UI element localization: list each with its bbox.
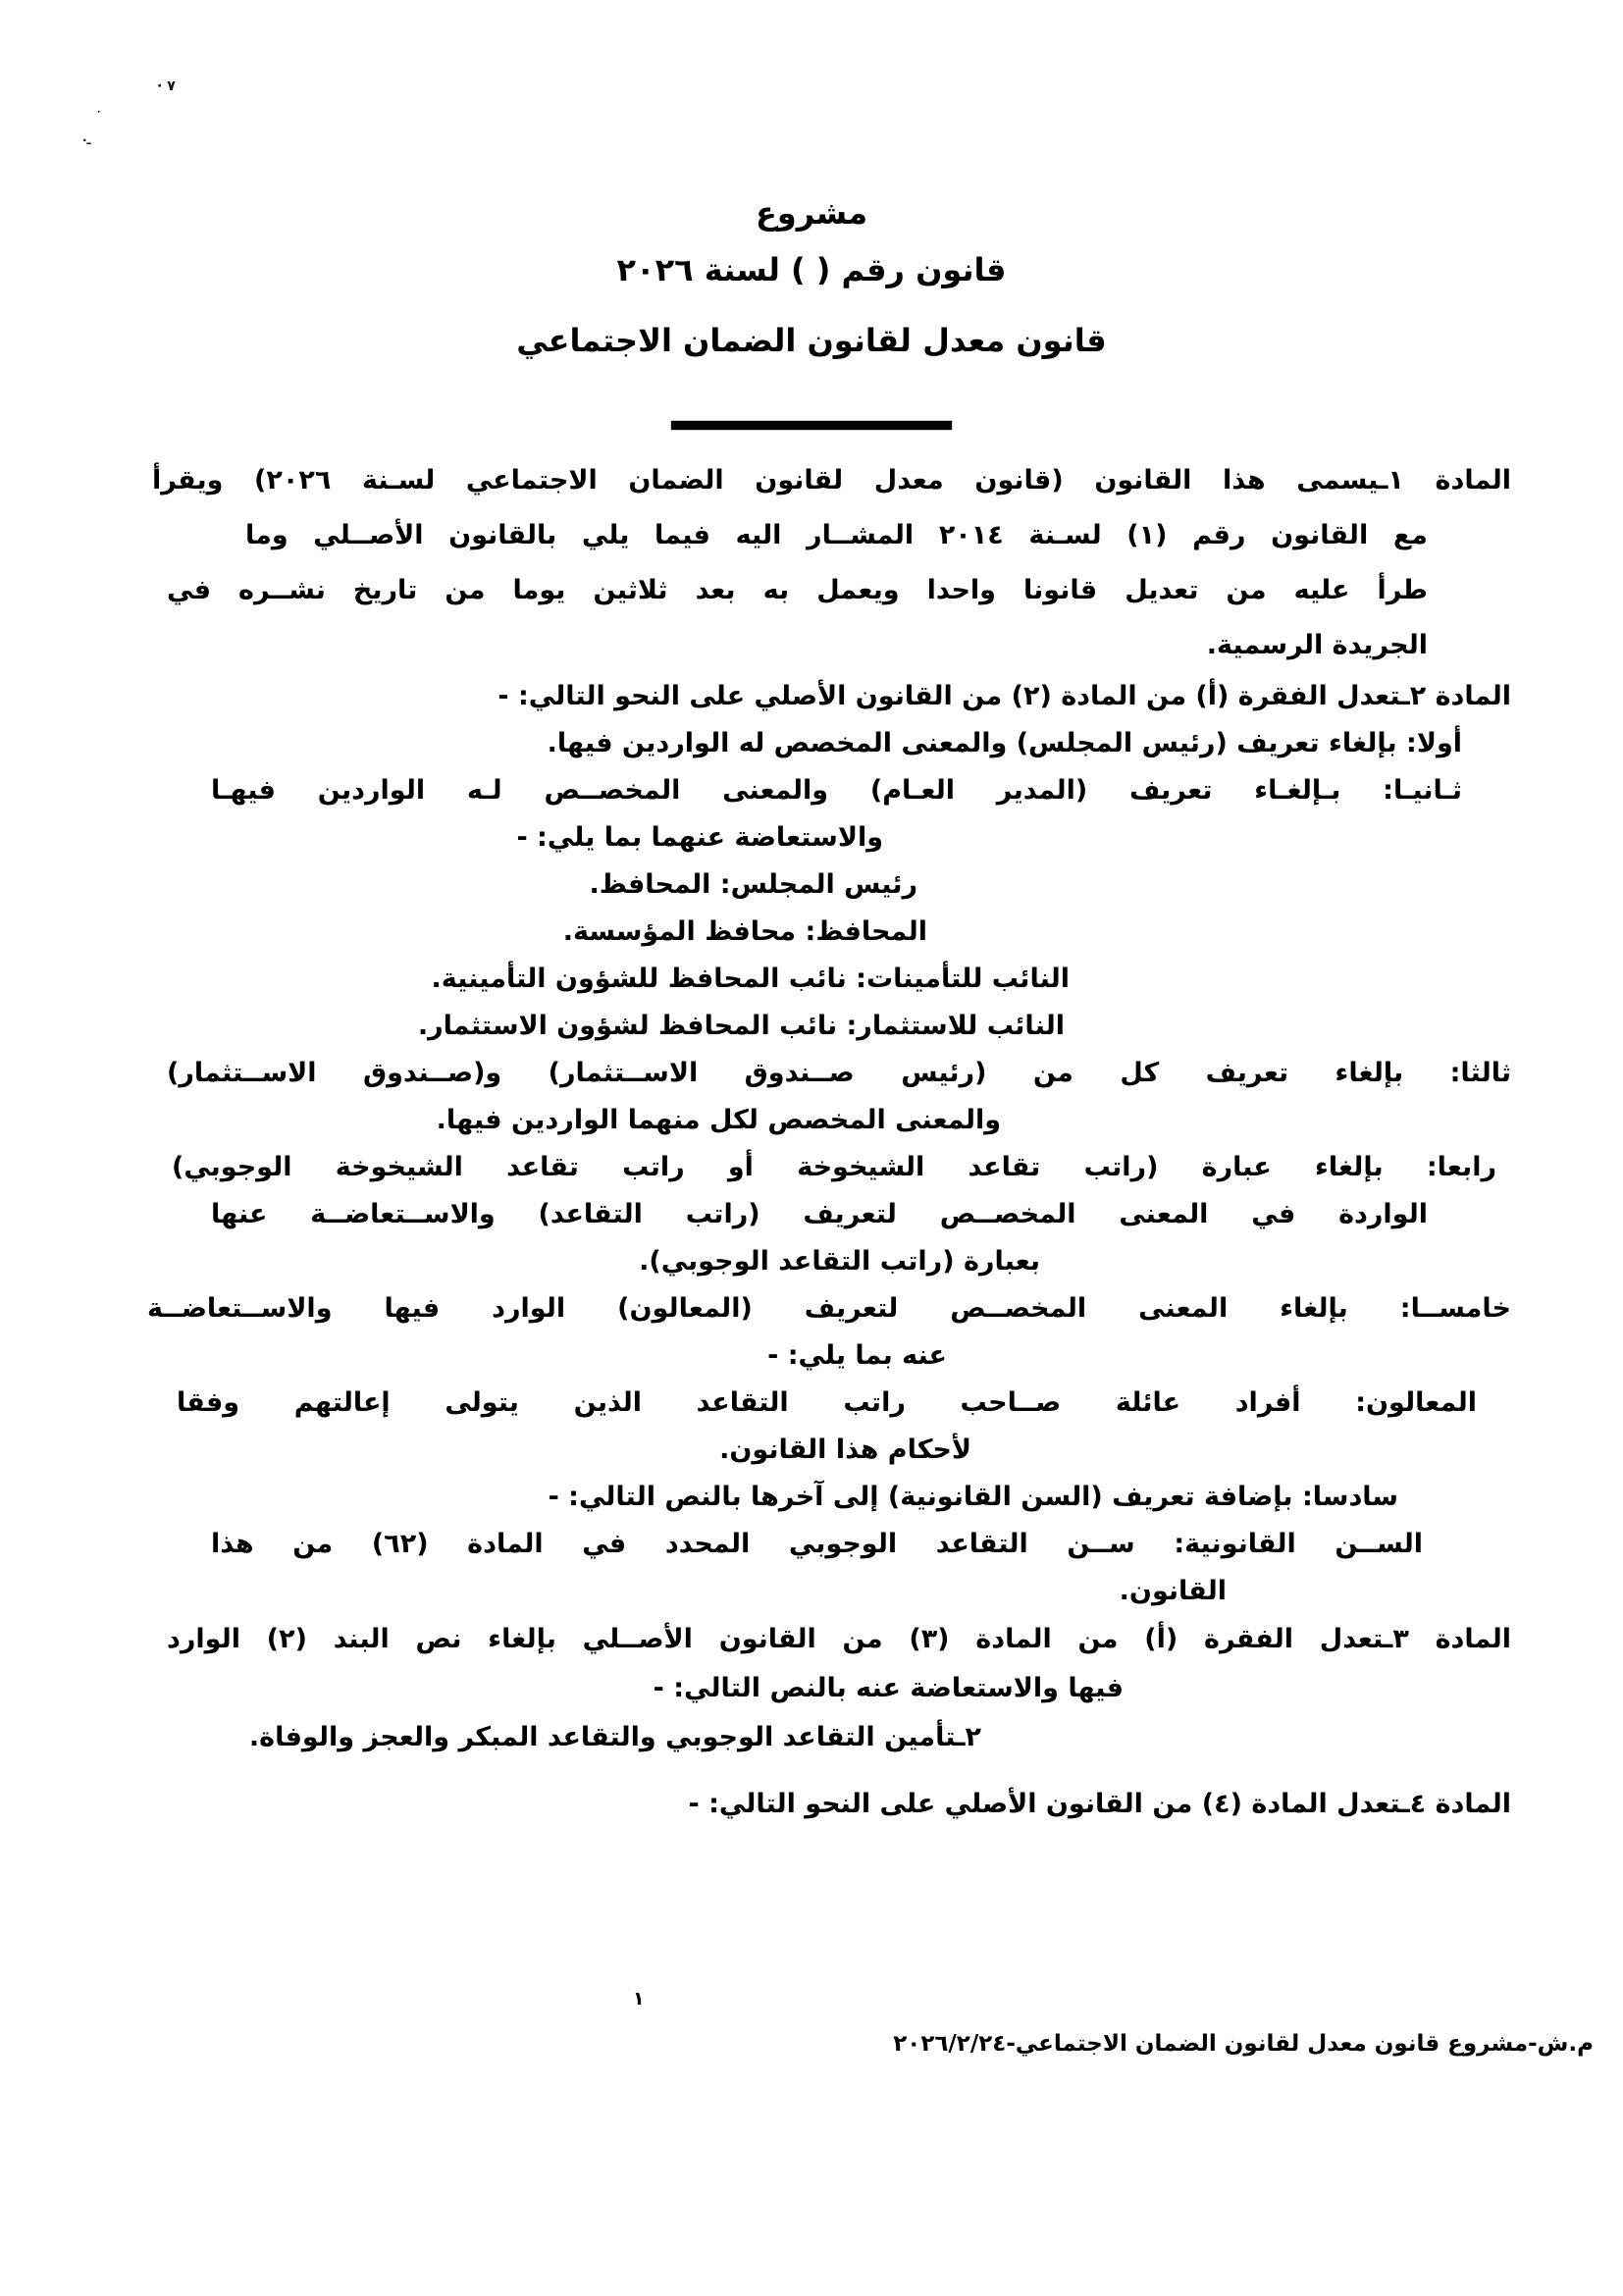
- text-line: المعالون: أفراد عائلة صــاحب راتب التقاعد الذين يتولى إعالتهم وفقا: [177, 1387, 1477, 1418]
- text-line: ثـانيـا: بـإلغـاء تعريف (المدير العـام) والمعنى المخصــص لـه الواردين فيهـا: [211, 775, 1462, 806]
- text-line: رابعا: بإلغاء عبارة (راتب تقاعد الشيخوخة أو راتب تقاعد الشيخوخة الوجوبي): [172, 1152, 1496, 1182]
- text-line: سادسا: بإضافة تعريف (السن القانونية) إلى آخرها بالنص التالي: -: [548, 1482, 1398, 1512]
- scan-artifact: ·: [97, 108, 101, 118]
- article-4: [147, 1780, 1511, 1829]
- text-line: الجريدة الرسمية.: [1206, 630, 1428, 660]
- text-line: المادة ٢ـتعدل الفقرة (أ) من المادة (٢) من القانون الأصلي على النحو التالي: -: [497, 681, 1511, 711]
- document-reference-footer: م.ش-مشروع قانون معدل لقانون الضمان الاجتماعي-٢٠٢٦/٢/٢٤: [893, 2031, 1594, 2057]
- article-1: [147, 453, 1511, 673]
- text-line: الســن القانونية: ســن التقاعد الوجوبي المحدد في المادة (٦٢) من هذا: [211, 1529, 1423, 1559]
- text-line: والمعنى المخصص لكل منهما الواردين فيها.: [436, 1105, 1001, 1135]
- text-line: النائب للاستثمار: نائب المحافظ لشؤون الاستثمار.: [417, 1011, 1065, 1041]
- scan-artifact: ـ·: [82, 133, 91, 147]
- text-line: مع القانون رقم (١) لسـنة ٢٠١٤ المشــار اليه فيما يلي بالقانون الأصــلي وما: [245, 520, 1428, 550]
- text-line: طرأ عليه من تعديل قانونا واحدا ويعمل به بعد ثلاثين يوما من تاريخ نشــره في: [167, 575, 1428, 605]
- doc-title-law-name: قانون معدل لقانون الضمان الاجتماعي: [516, 322, 1107, 359]
- title-divider: [671, 421, 952, 430]
- law-body: [147, 453, 1511, 1829]
- doc-title-draft: مشروع: [755, 194, 868, 232]
- text-line: خامســا: بإلغاء المعنى المخصــص لتعريف (المعالون) الوارد فيها والاســتعاضــة: [147, 1293, 1511, 1324]
- text-line: عنه بما يلي: -: [767, 1340, 947, 1371]
- text-line: رئيس المجلس: المحافظ.: [589, 869, 917, 900]
- text-line: فيها والاستعاضة عنه بالنص التالي: -: [653, 1673, 1124, 1703]
- text-line: المادة ٤ـتعدل المادة (٤) من القانون الأصلي على النحو التالي: -: [688, 1789, 1511, 1819]
- text-line: المادة ٣ـتعدل الفقرة (أ) من المادة (٣) من القانون الأصــلي بإلغاء نص البند (٢) الوارد: [167, 1624, 1512, 1654]
- text-line: النائب للتأمينات: نائب المحافظ للشؤون التأمينية.: [431, 964, 1070, 994]
- text-line: المحافظ: محافظ المؤسسة.: [562, 916, 927, 947]
- text-line: ٢ـتأمين التقاعد الوجوبي والتقاعد المبكر والعجز والوفاة.: [248, 1722, 981, 1752]
- text-line: الواردة في المعنى المخصــص لتعريف (راتب التقاعد) والاســتعاضــة عنها: [211, 1199, 1428, 1229]
- text-line: لأحكام هذا القانون.: [719, 1435, 971, 1465]
- text-line: أولا: بإلغاء تعريف (رئيس المجلس) والمعنى المخصص له الواردين فيها.: [547, 728, 1462, 758]
- article-2: [147, 673, 1511, 1615]
- text-line: بعبارة (راتب التقاعد الوجوبي).: [639, 1246, 1040, 1277]
- text-line: ثالثا: بإلغاء تعريف كل من (رئيس صــندوق الاســتثمار) و(صــندوق الاســتثمار): [167, 1058, 1511, 1088]
- text-line: المادة ١ـيسمى هذا القانون (قانون معدل لقانون الضمان الاجتماعي لسـنة ٢٠٢٦) ويقرأ: [152, 465, 1511, 496]
- doc-title-law-number: قانون رقم ( ) لسنة ٢٠٢٦: [616, 251, 1007, 288]
- text-line: والاستعاضة عنهما بما يلي: -: [516, 822, 883, 853]
- article-3: [147, 1615, 1511, 1762]
- page-number: ١: [633, 1988, 645, 2009]
- text-line: القانون.: [1119, 1576, 1227, 1606]
- scan-artifact: ٧ ·: [157, 78, 176, 94]
